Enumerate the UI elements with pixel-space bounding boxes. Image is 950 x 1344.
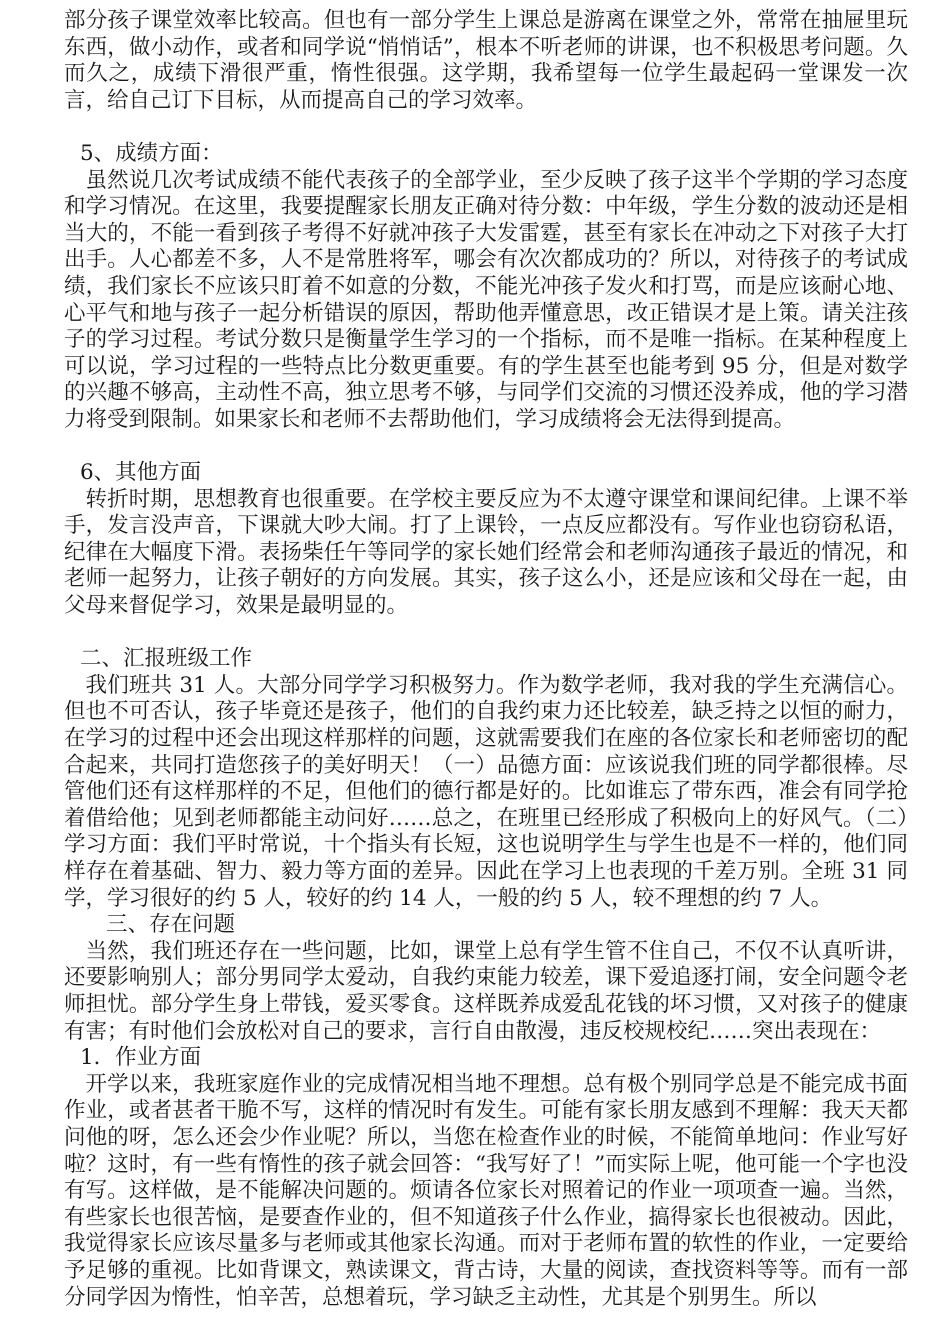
paragraph-homework: 开学以来，我班家庭作业的完成情况相当地不理想。总有极个别同学总是不能完成书面作业，或者甚者干脆不写，这样的情况时有发生。可能有家长朋友感到不理解：我天天都问他的呀，怎么还会少作业呢？所以，当您在检查作业的时候，不能简单地问：作业写好啦？这时，有一些有惰性的孩子就会回答：“我写好了！”而实际上呢，他可能一个字也没有写。这样做，是不能解决问题的。烦请各位家长对照着记的作业一项项查一遍。当然，有些家长也很苦恼，是要查作业的，但不知道孩子什么作业，搞得家长也很被动。因此，我觉得家长应该尽量多与老师或其他家长沟通。而对于老师布置的软性的作业，一定要给予足够的重视。比如背课文，熟读课文，背古诗，大量的阅读，查找资料等等。而有一部分同学因为惰性，怕辛苦，总想着玩，学习缺乏主动性，尤其是个别男生。所以 (64, 1071, 908, 1310)
spacer (64, 620, 908, 647)
heading-other: 6、其他方面 (80, 460, 202, 486)
spacer (64, 114, 908, 141)
paragraph-class-work: 我们班共 31 人。大部分同学学习积极努力。作为数学老师，我对我的学生充满信心。但也不可否认，孩子毕竟还是孩子，他们的自我约束力还比较差，缺乏持之以恒的耐力，在学习的过程中还会出现这样那样的问题，这就需要我们在座的各位家长和老师密切的配合起来，共同打造您孩子的美好明天！（一）品德方面：应该说我们班的同学都很棒。尽管他们还有这样那样的不足，但他们的德行都是好的。比如谁忘了带东西，准会有同学抢着借给他；见到老师都能主动问好……总之，在班里已经形成了积极向上的好风气。（二）学习方面：我们平时常说，十个指头有长短，这也说明学生与学生也是不一样的，他们同样存在着基础、智力、毅力等方面的差异。因此在学习上也表现的千差万别。全班 31 同学，学习很好的约 5 人，较好的约 14 人，一般的约 5 人，较不理想的约 7 人。 (64, 672, 908, 911)
document-page (64, 8, 908, 1311)
heading-homework: 1．作业方面 (80, 1045, 202, 1071)
paragraph-grades: 虽然说几次考试成绩不能代表孩子的全部学业，至少反映了孩子这半个学期的学习态度和学习情况。在这里，我要提醒家长朋友正确对待分数：中年级，学生分数的波动还是相当大的，不能一看到孩子考得不好就冲孩子大发雷霆，甚至有家长在冲动之下对孩子大打出手。人心都差不多，人不是常胜将军，哪会有次次都成功的？所以，对待孩子的考试成绩，我们家长不应该只盯着不如意的分数，不能光冲孩子发火和打骂，而是应该耐心地、心平气和地与孩子一起分析错误的原因，帮助他弄懂意思，改正错误才是上策。请关注孩子的学习过程。考试分数只是衡量学生学习的一个指标，而不是唯一指标。在某种程度上可以说，学习过程的一些特点比分数更重要。有的学生甚至也能考到 95 分，但是对数学的兴趣不够高，主动性不高，独立思考不够，与同学们交流的习惯还没养成，他的学习潜力将受到限制。如果家长和老师不去帮助他们，学习成绩将会无法得到提高。 (64, 167, 908, 432)
paragraph-other: 转折时期，思想教育也很重要。在学校主要反应为不太遵守课堂和课间纪律。上课不举手，发言没声音，下课就大吵大闹。打了上课铃，一点反应都没有。写作业也窃窃私语，纪律在大幅度下滑。表扬柴任午等同学的家长她们经常会和老师沟通孩子最近的情况，和老师一起努力，让孩子朝好的方向发展。其实，孩子这么小，还是应该和父母在一起，由父母来督促学习，效果是最明显的。 (64, 486, 908, 619)
heading-grades: 5、成绩方面： (80, 140, 223, 166)
spacer (64, 434, 908, 461)
heading-class-work: 二、汇报班级工作 (80, 646, 253, 672)
heading-problems: 三、存在问题 (106, 912, 236, 938)
paragraph-class-efficiency: 部分孩子课堂效率比较高。但也有一部分学生上课总是游离在课堂之外，常常在抽屉里玩东西，做小动作，或者和同学说“悄悄话”，根本不听老师的讲课，也不积极思考问题。久而久之，成绩下滑很严重，惰性很强。这学期，我希望每一位学生最起码一堂课发一次言，给自己订下目标，从而提高自己的学习效率。 (64, 8, 908, 113)
paragraph-problems: 当然，我们班还存在一些问题，比如，课堂上总有学生管不住自己，不仅不认真听讲，还要影响别人；部分男同学太爱动，自我约束能力较差，课下爱追逐打闹，安全问题令老师担忧。部分学生身上带钱，爱买零食。这样既养成爱乱花钱的坏习惯，又对孩子的健康有害；有时他们会放松对自己的要求，言行自由散漫，违反校规校纪……突出表现在： (64, 938, 908, 1044)
